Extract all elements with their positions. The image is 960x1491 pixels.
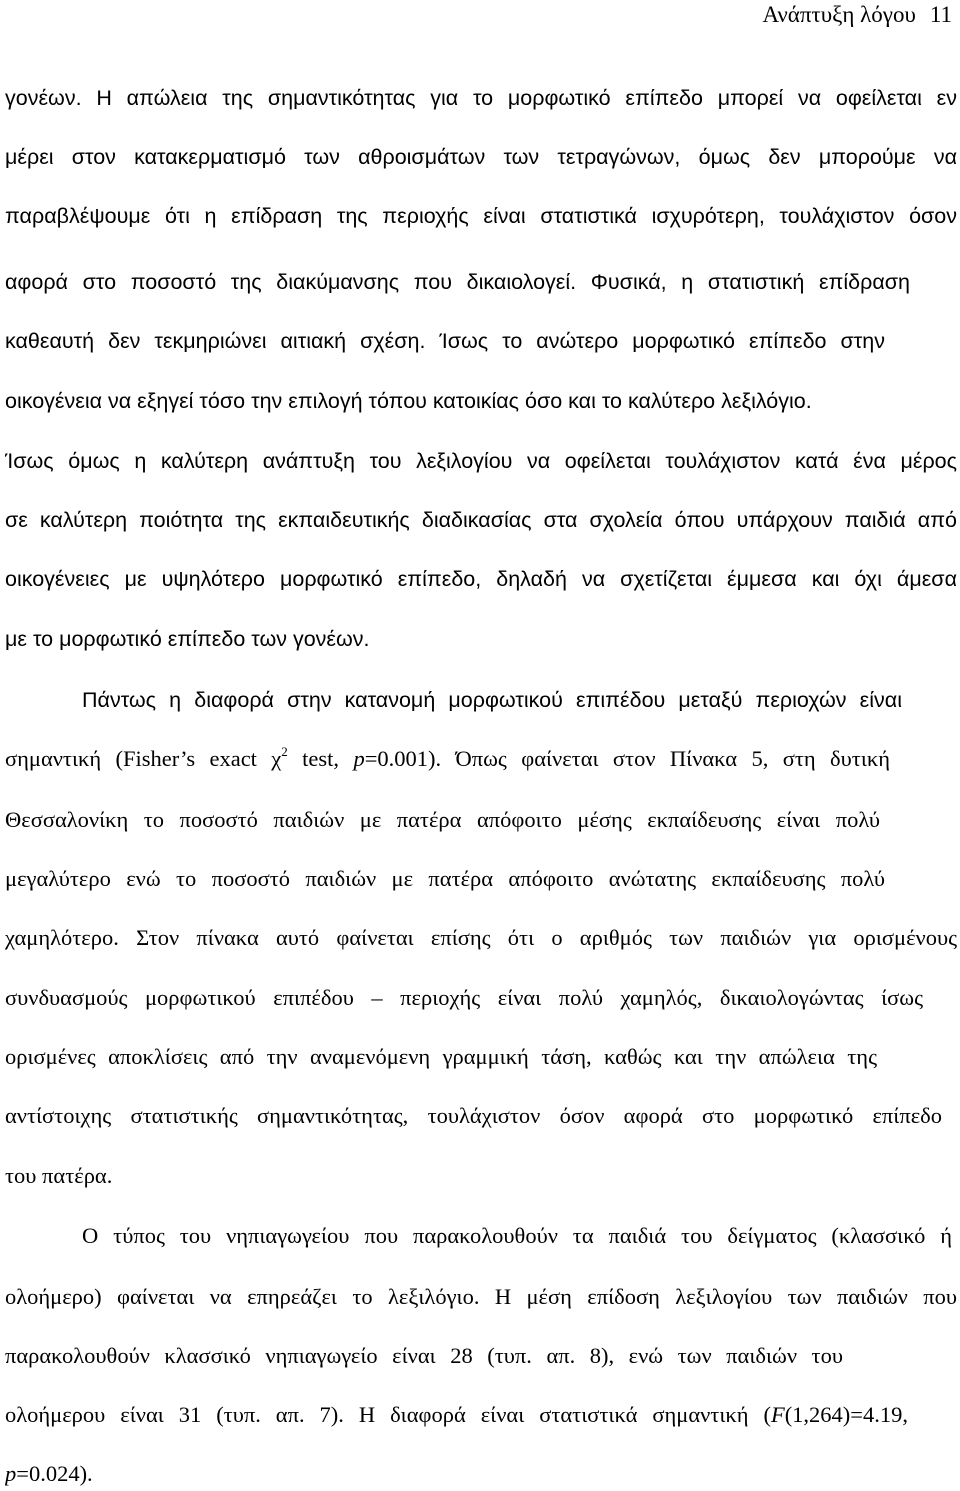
text-line: παραβλέψουμε ότι η επίδραση της περιοχής είναι στατιστικά ισχυρότερη, τουλάχιστον όσον [5, 204, 957, 228]
text-line: παρακολουθούν κλασσικό νηπιαγωγείο είναι 28 (τυπ. απ. 8), ενώ των παιδιών του [5, 1343, 843, 1368]
text-line: Πάντως η διαφορά στην κατανομή μορφωτικού επιπέδου μεταξύ περιοχών είναι [82, 688, 902, 712]
running-header [763, 2, 953, 28]
text-line: Ίσως όμως η καλύτερη ανάπτυξη του λεξιλογίου να οφείλεται τουλάχιστον κατά ένα μέρος [5, 449, 957, 473]
text-line: καθεαυτή δεν τεκμηριώνει αιτιακή σχέση. Ίσως το ανώτερο μορφωτικό επίπεδο στην [5, 329, 885, 353]
page-number: 11 [929, 2, 952, 27]
text-line: Θεσσαλονίκη το ποσοστό παιδιών με πατέρα απόφοιτο μέσης εκπαίδευσης είναι πολύ [5, 807, 880, 832]
text-line: συνδυασμούς μορφωτικού επιπέδου – περιοχής είναι πολύ χαμηλός, δικαιολογώντας ίσως [5, 985, 923, 1010]
text-line: αφορά στο ποσοστό της διακύμανσης που δικαιολογεί. Φυσικά, η στατιστική επίδραση [5, 270, 910, 294]
text-line: χαμηλότερο. Στον πίνακα αυτό φαίνεται επίσης ότι ο αριθμός των παιδιών για ορισμένους [5, 925, 957, 950]
text-line: οικογένειες με υψηλότερο μορφωτικό επίπεδο, δηλαδή να σχετίζεται έμμεσα και όχι άμεσα [5, 567, 957, 591]
text-line-formula: σημαντική (Fisher’s exact $\chi^2$ test, p=0.001). Όπως φαίνεται στον Πίνακα 5, στη δυτική [5, 744, 890, 771]
text-line: ολοήμερο) φαίνεται να επηρεάζει το λεξιλόγιο. Η μέση επίδοση λεξιλογίου των παιδιών που [5, 1284, 957, 1309]
text-line: αντίστοιχης στατιστικής σημαντικότητας, τουλάχιστον όσον αφορά στο μορφωτικό επίπεδο [5, 1103, 942, 1128]
text-line: Ο τύπος του νηπιαγωγείου που παρακολουθούν τα παιδιά του δείγματος (κλασσικό ή [82, 1223, 952, 1248]
text-line: με το μορφωτικό επίπεδο των γονέων. [5, 627, 370, 651]
text-line: μέρει στον κατακερματισμό των αθροισμάτων των τετραγώνων, όμως δεν μπορούμε να [5, 145, 957, 169]
text-line: ορισμένες αποκλίσεις από την αναμενόμενη γραμμική τάση, καθώς και την απώλεια της [5, 1044, 877, 1069]
text-line-formula: p=0.024). [5, 1461, 93, 1486]
text-line: σε καλύτερη ποιότητα της εκπαιδευτικής διαδικασίας στα σχολεία όπου υπάρχουν παιδιά από [5, 508, 957, 532]
header-title: Ανάπτυξη λόγου [762, 2, 916, 27]
text-line-formula: ολοήμερου είναι 31 (τυπ. απ. 7). Η διαφορά είναι στατιστικά σημαντική (F(1,264)=4.19, [5, 1402, 908, 1427]
text-line: γονέων. Η απώλεια της σημαντικότητας για το μορφωτικό επίπεδο μπορεί να οφείλεται εν [5, 86, 957, 110]
text-line: μεγαλύτερο ενώ το ποσοστό παιδιών με πατέρα απόφοιτο ανώτατης εκπαίδευσης πολύ [5, 866, 885, 891]
text-line: οικογένεια να εξηγεί τόσο την επιλογή τόπου κατοικίας όσο και το καλύτερο λεξιλόγιο. [5, 389, 812, 413]
text-line: του πατέρα. [5, 1163, 113, 1188]
